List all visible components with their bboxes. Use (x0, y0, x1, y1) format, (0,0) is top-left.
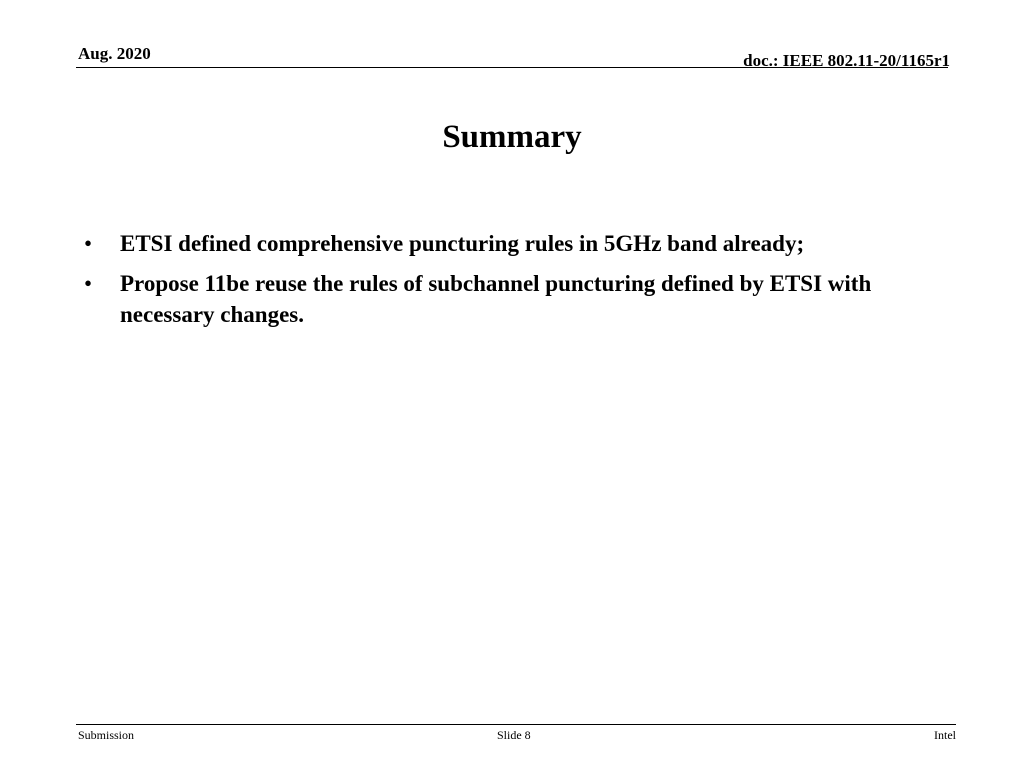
footer-divider (76, 724, 956, 725)
bullet-list (84, 228, 924, 339)
bullet-item (84, 268, 924, 330)
footer-company: Intel (934, 728, 956, 742)
footer-slide-number: Slide 8 (497, 728, 531, 742)
header-date: Aug. 2020 (78, 44, 151, 63)
slide-title: Summary (442, 119, 582, 155)
bullet-item (84, 228, 924, 259)
header-divider (76, 67, 948, 68)
bullet-text: Propose 11be reuse the rules of subchannel puncturing defined by ETSI with necessary changes. (120, 271, 872, 327)
bullet-marker: • (84, 231, 93, 256)
footer-submission: Submission (78, 728, 135, 742)
bullet-text: ETSI defined comprehensive puncturing rules in 5GHz band already; (120, 231, 805, 256)
header-doc-id: doc.: IEEE 802.11-20/1165r1 (743, 51, 950, 70)
bullet-marker: • (84, 271, 93, 296)
